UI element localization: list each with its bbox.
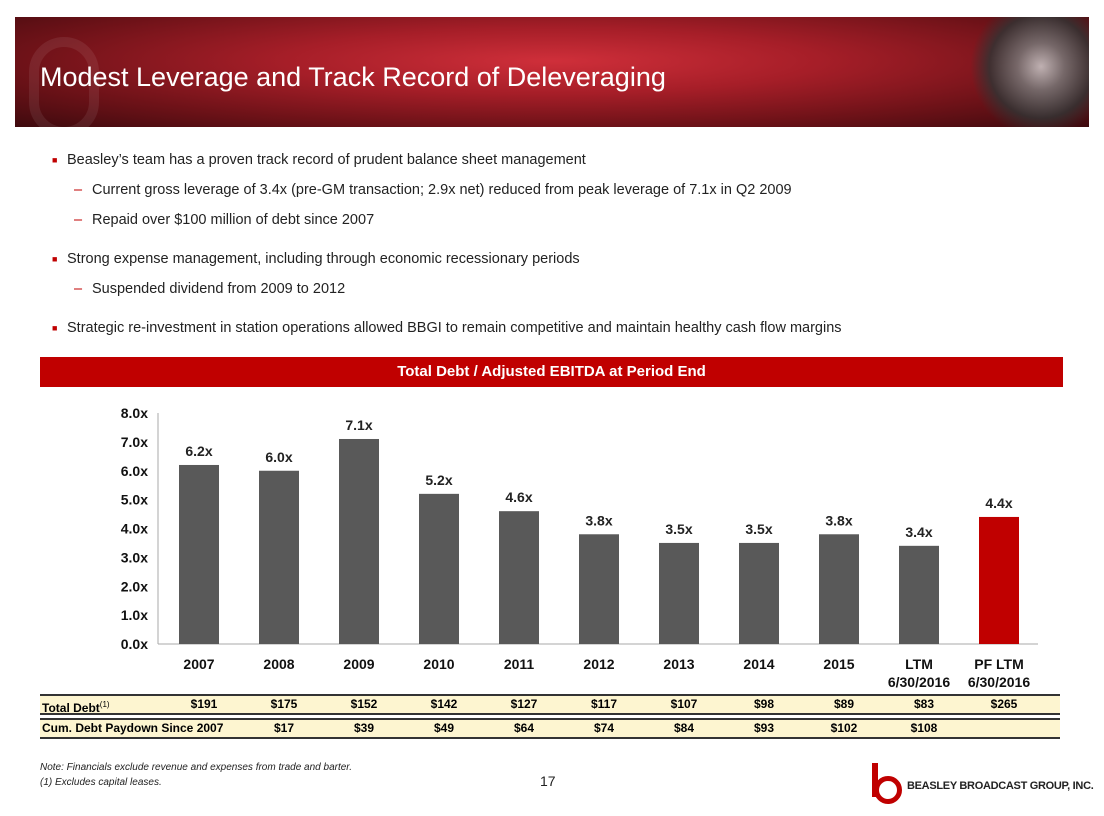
bar [739,543,779,644]
data-label: 5.2x [425,471,453,488]
bullet-text: Repaid over $100 million of debt since 2007 [92,212,375,228]
table-cell: $64 [513,721,535,735]
bar [899,546,939,644]
data-label: 3.8x [585,512,613,529]
table-row [40,694,1060,715]
x-tick-label: LTM 6/30/2016 [887,656,951,690]
table-cell: $108 [910,721,938,735]
y-tick-label: 4.0x [120,520,148,537]
table-cell: $74 [593,721,615,735]
table-cell: $191 [190,697,218,711]
table-cell: $127 [510,697,538,711]
x-tick-label: 2015 [823,656,855,672]
square-bullet-icon: ■ [52,254,58,264]
table-cell: $117 [590,697,618,711]
y-tick-label: 8.0x [120,405,148,421]
table-cell: $98 [753,697,775,711]
table-cell: $107 [670,697,698,711]
table-cell: $102 [830,721,858,735]
y-tick-label: 5.0x [120,491,148,508]
data-label: 4.4x [985,494,1013,511]
y-tick-label: 0.0x [120,636,148,652]
page-title: Modest Leverage and Track Record of Deleveraging [40,62,666,92]
table-cell: $83 [913,697,935,711]
table-cell: $17 [273,721,295,735]
footnote-marker: (1) [99,700,110,709]
table-cell: $175 [270,697,298,711]
dash-bullet-icon: – [74,212,83,228]
dash-bullet-icon: – [74,182,83,198]
row-label-text: Cum. Debt Paydown Since 2007 [42,721,224,735]
bar [979,517,1019,644]
bar [259,471,299,644]
data-label: 6.0x [265,448,293,465]
x-tick-label: 2008 [263,656,295,672]
y-tick-label: 7.0x [120,433,148,450]
row-label-text: Total Debt [42,701,100,715]
table-cell: $84 [673,721,695,735]
x-tick-label: 2014 [743,656,775,672]
data-label: 4.6x [505,489,533,506]
square-bullet-icon: ■ [52,323,58,333]
y-tick-label: 3.0x [120,549,148,566]
row-label [42,720,223,737]
x-tick-label: 2013 [663,656,695,672]
bar [339,439,379,644]
y-tick-label: 2.0x [120,578,148,595]
y-tick-label: 6.0x [120,462,148,479]
bar [499,511,539,644]
data-label: 3.5x [745,520,773,537]
dash-bullet-icon: – [74,281,83,297]
y-tick-label: 1.0x [120,607,148,624]
table-cell: $89 [833,697,855,711]
data-label: 6.2x [185,442,213,459]
bullet-text: Strong expense management, including through economic recessionary periods [67,251,580,267]
x-tick-label: 2009 [343,656,375,672]
table-cell: $142 [430,697,458,711]
logo-text: BEASLEY BROADCAST GROUP, INC. [907,780,1094,792]
table-cell: $152 [350,697,378,711]
bar [179,465,219,644]
x-tick-label: 2011 [503,656,535,672]
data-label: 3.4x [905,523,933,540]
x-tick-label: 2012 [583,656,615,672]
bullet-text: Beasley’s team has a proven track record of prudent balance sheet management [67,152,586,168]
data-label: 3.5x [665,520,693,537]
row-label [42,696,110,717]
bullet-text: Strategic re-investment in station operations allowed BBGI to remain competitive and maintain healthy cash flow margins [67,320,842,336]
data-label: 3.8x [825,512,853,529]
table-cell: $39 [353,721,375,735]
bar [419,494,459,644]
note-financials: Note: Financials exclude revenue and expenses from trade and barter. [40,762,353,773]
bar [819,534,859,644]
x-tick-label: 2010 [423,656,455,672]
bullet-text: Current gross leverage of 3.4x (pre-GM transaction; 2.9x net) reduced from peak leverage of 7.1x in Q2 2009 [92,182,792,198]
x-tick-label: 2007 [183,656,215,672]
logo-b-bowl [874,776,902,804]
bar [579,534,619,644]
x-tick-label: PF LTM 6/30/2016 [967,656,1031,690]
table-row [40,718,1060,739]
table-cell: $93 [753,721,775,735]
bullet-text: Suspended dividend from 2009 to 2012 [92,281,346,297]
data-label: 7.1x [345,416,373,433]
note-footnote-1: (1) Excludes capital leases. [40,777,162,788]
chart-title: Total Debt / Adjusted EBITDA at Period End [40,357,1063,387]
square-bullet-icon: ■ [52,155,58,165]
table-cell: $265 [990,697,1018,711]
bar [659,543,699,644]
page-number: 17 [540,773,556,789]
table-cell: $49 [433,721,455,735]
